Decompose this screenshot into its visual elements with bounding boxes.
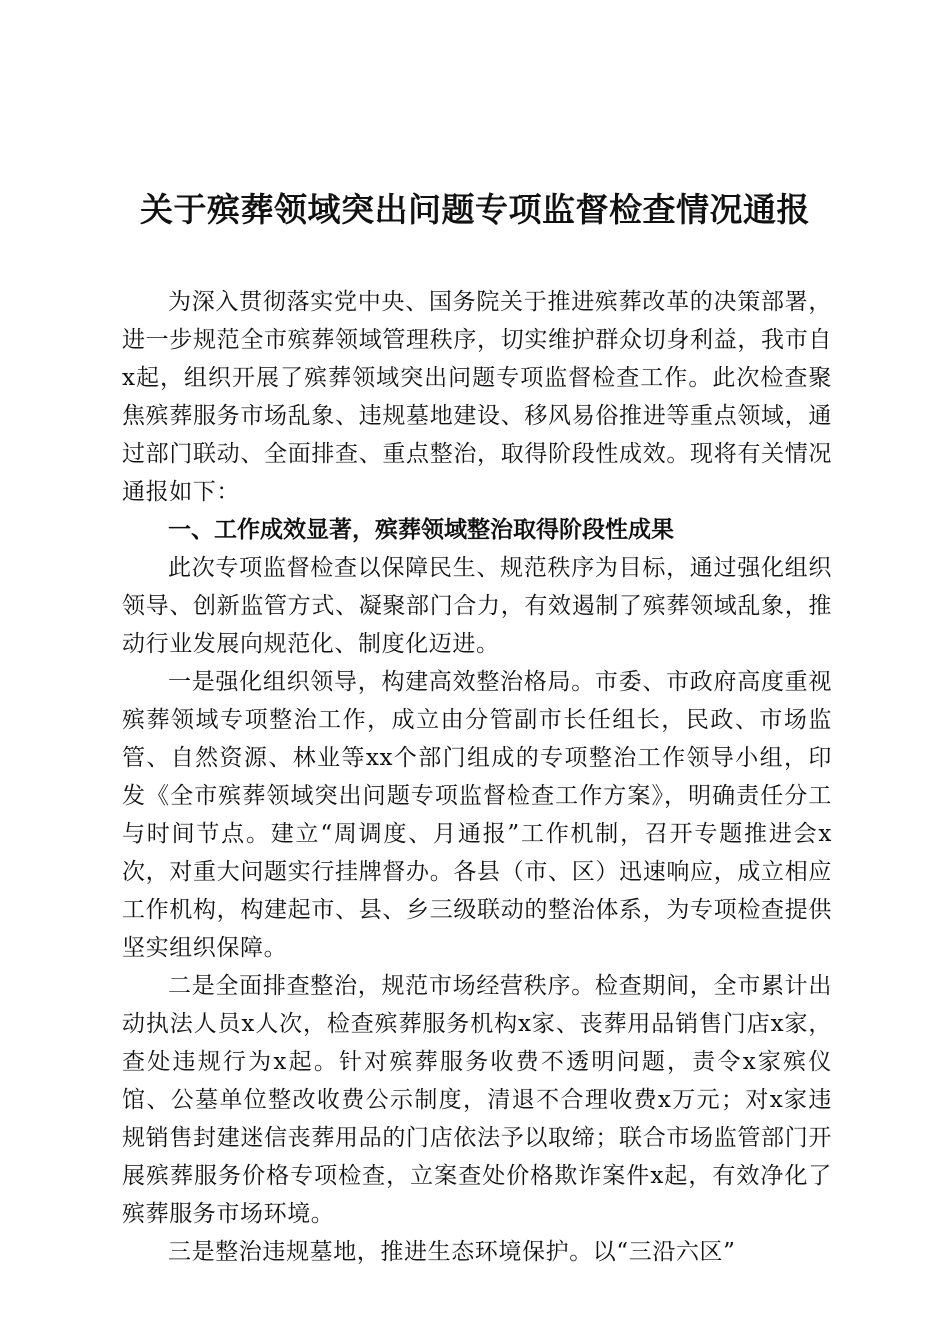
section-1-summary-paragraph: 此次专项监督检查以保障民生、规范秩序为目标，通过强化组织领导、创新监管方式、凝聚部门合力，有效遏制了殡葬领域乱象，推动行业发展向规范化、制度化迈进。 [122,555,832,657]
point-three-paragraph: 三是整治违规墓地，推进生态环境保护。以“三沿六区” [168,1239,736,1265]
section-heading-1: 一、工作成效显著，殡葬领域整治取得阶段性成果 [168,517,674,543]
point-two-paragraph: 二是全面排查整治，规范市场经营秩序。检查期间，全市累计出动执法人员x人次，检查殡葬服务机构x家、丧葬用品销售门店x家，查处违规行为x起。针对殡葬服务收费不透明问题，责令x家殡仪馆、公墓单位整改收费公示制度，清退不合理收费x万元；对x家违规销售封建迷信丧葬用品的门店依法予以取缔；联合市场监管部门开展殡葬服务价格专项检查，立案查处价格欺诈案件x起，有效净化了殡葬服务市场环境。 [122,973,832,1227]
intro-paragraph: 为深入贯彻落实党中央、国务院关于推进殡葬改革的决策部署，进一步规范全市殡葬领域管理秩序，切实维护群众切身利益，我市自x起，组织开展了殡葬领域突出问题专项监督检查工作。此次检查聚焦殡葬服务市场乱象、违规墓地建设、移风易俗推进等重点领域，通过部门联动、全面排查、重点整治，取得阶段性成效。现将有关情况通报如下： [122,289,832,505]
document-title: 关于殡葬领域突出问题专项监督检查情况通报 [140,190,810,229]
document-body [122,283,832,1271]
point-one-paragraph: 一是强化组织领导，构建高效整治格局。市委、市政府高度重视殡葬领域专项整治工作，成立由分管副市长任组长，民政、市场监管、自然资源、林业等xx个部门组成的专项整治工作领导小组，印发《全市殡葬领域突出问题专项监督检查工作方案》，明确责任分工与时间节点。建立“周调度、月通报”工作机制，召开专题推进会x次，对重大问题实行挂牌督办。各县（市、区）迅速响应，成立相应工作机构，构建起市、县、乡三级联动的整治体系，为专项检查提供坚实组织保障。 [122,669,832,961]
